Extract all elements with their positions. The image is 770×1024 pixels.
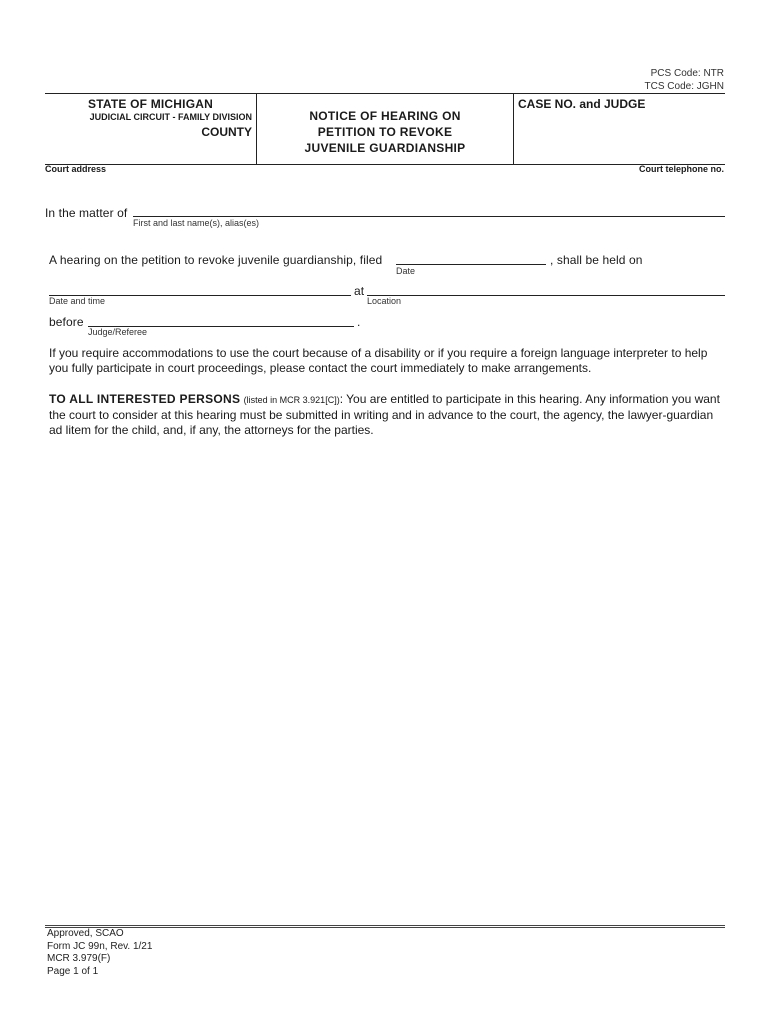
approved-label: Approved, SCAO xyxy=(47,928,124,939)
filed-date-caption: Date xyxy=(396,266,416,276)
matter-name-field[interactable] xyxy=(133,216,725,217)
form-codes xyxy=(645,67,724,93)
case-number-cell[interactable] xyxy=(513,94,725,164)
caption-header xyxy=(45,93,725,165)
circuit-label: JUDICIAL CIRCUIT - FAMILY DIVISION xyxy=(89,112,252,122)
accommodation-notice: If you require accommodations to use the court because of a disability or if you require a foreign language interpreter to help you fully participate in court proceedings, please contact the court immediately to make arrangements. xyxy=(49,346,708,375)
mcr-reference: MCR 3.979(F) xyxy=(47,953,111,964)
before-label: before xyxy=(49,315,84,329)
page-number: Page 1 of 1 xyxy=(47,965,99,977)
court-address-label: Court address xyxy=(45,164,107,174)
state-name: STATE OF MICHIGAN xyxy=(88,97,213,111)
filed-date-field[interactable] xyxy=(396,264,546,265)
interested-text: : You are entitled to participate in this hearing. Any information you want the court to consider at this hearing must be submitted in writing and in advance to the court, the agency, the lawyer-guardian ad litem for the child, and, if any, the attorneys for the parties. xyxy=(49,392,720,437)
interested-ref: (listed in MCR 3.921[C]) xyxy=(243,395,340,405)
sentence-period: . xyxy=(357,315,361,329)
matter-name-caption: First and last name(s), alias(es) xyxy=(133,218,260,228)
form-number: Form JC 99n, Rev. 1/21 xyxy=(47,940,153,952)
datetime-caption: Date and time xyxy=(49,296,106,306)
form-title-line-2: PETITION TO REVOKE xyxy=(317,125,453,139)
hearing-text: A hearing on the petition to revoke juvenile guardianship, filed xyxy=(49,253,383,267)
tcs-code: TCS Code: JGHN xyxy=(644,81,724,92)
held-on-text: , shall be held on xyxy=(550,253,643,267)
judge-caption: Judge/Referee xyxy=(88,327,148,337)
case-number-label: CASE NO. and JUDGE xyxy=(518,97,646,111)
hearing-location-field[interactable] xyxy=(367,295,725,296)
court-info-cell xyxy=(45,94,256,164)
form-title xyxy=(257,108,513,156)
court-phone-label: Court telephone no. xyxy=(639,164,724,174)
interested-heading: TO ALL INTERESTED PERSONS xyxy=(49,392,241,406)
county-label: COUNTY xyxy=(201,125,252,139)
at-label: at xyxy=(354,284,365,298)
interested-persons-notice xyxy=(49,392,727,438)
form-title-line-3: JUVENILE GUARDIANSHIP xyxy=(304,141,466,155)
pcs-code: PCS Code: NTR xyxy=(650,68,724,79)
matter-label: In the matter of xyxy=(45,206,128,220)
location-caption: Location xyxy=(367,296,402,306)
form-footer xyxy=(47,928,152,978)
form-title-line-1: NOTICE OF HEARING ON xyxy=(309,109,461,123)
form-title-cell xyxy=(256,94,514,164)
